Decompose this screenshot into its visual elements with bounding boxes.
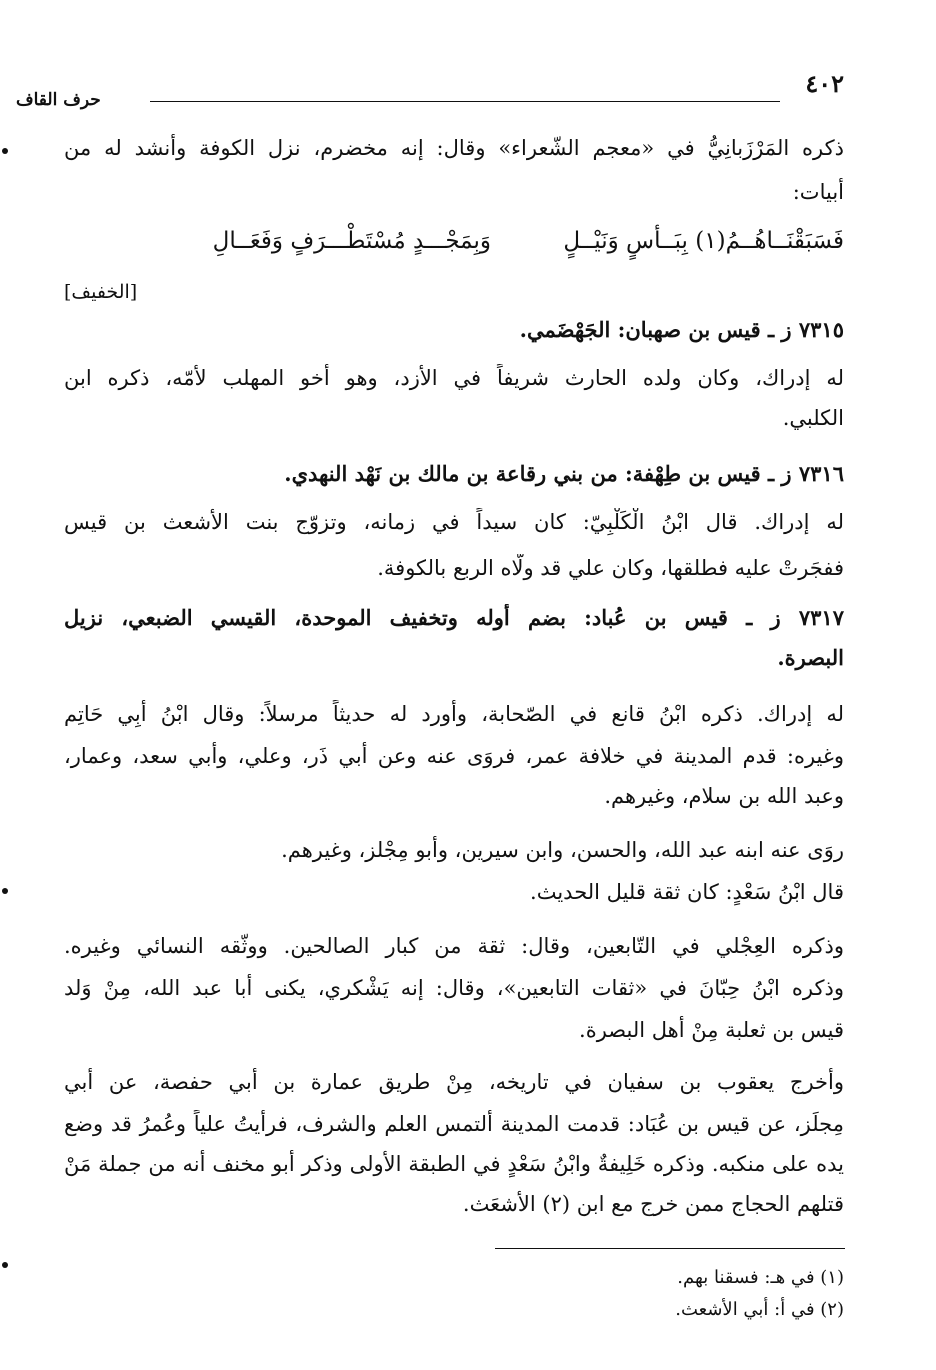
text-line: قال ابْنُ سَعْدٍ: كان ثقة قليل الحديث. xyxy=(530,880,844,904)
footnote-rule xyxy=(495,1248,845,1249)
text-line: ففجَرتْ عليه فطلقها، وكان علي قد ولّاه الربع بالكوفة. xyxy=(377,556,844,580)
text-line: ذكره المَرْزَبانِيُّ في «معجم الشّعراء» وقال: إنه مخضرم، نزل الكوفة وأنشد له من xyxy=(64,136,844,160)
text-line: وغيره: قدم المدينة في خلافة عمر، فروَى عنه وعن أبي ذَر، وعلي، وأبي سعد، وعمار، xyxy=(64,744,844,768)
scan-speck xyxy=(2,888,8,894)
text-line: له إدراك. ذكره ابْنُ قانع في الصّحابة، وأورد له حديثاً مرسلاً: وقال ابْنُ أَبِي حَاتِم xyxy=(64,702,844,726)
text-line: وعبد الله بن سلام، وغيرهم. xyxy=(604,784,844,808)
text-line: قتلهم الحجاج ممن خرج مع ابن (٢) الأشعَث. xyxy=(462,1192,844,1216)
footnote-2: (٢) في أ: أبي الأشعث. xyxy=(675,1299,844,1320)
text-line: له إدراك. قال ابْنُ الْكَلْبِيّ: كان سيداً في زمانه، وتزوّج بنت الأشعث بن قيس xyxy=(64,510,844,534)
text-line: قيس بن ثعلبة مِنْ أهل البصرة. xyxy=(579,1018,844,1042)
scan-speck xyxy=(2,148,8,154)
footnote-1: (١) في هـ: فسقنا بهم. xyxy=(677,1267,844,1288)
text-line: الكلبي. xyxy=(782,406,844,430)
text-line: البصرة. xyxy=(777,645,844,670)
scan-speck xyxy=(2,1262,8,1268)
entry-heading-7315: ٧٣١٥ ز ـ قيس بن صهبان: الجَهْضَمي. xyxy=(519,317,844,342)
header-rule xyxy=(150,101,780,102)
text-line: يده على منكبه. وذكره خَلِيفةٌ وابْنُ سَعْدٍ في الطبقة الأولى وذكر أبو مخنف أنه من جملة مَنْ xyxy=(64,1152,844,1176)
meter-label: [الخفيف] xyxy=(64,281,138,303)
text-line: روَى عنه ابنه عبد الله، والحسن، وابن سيرين، وأبو مِجْلز، وغيرهم. xyxy=(281,838,844,862)
running-title: حرف القاف xyxy=(16,90,101,110)
page-number: ٤٠٢ xyxy=(805,70,844,98)
verse-second-hemistich: وَبِمَجْـــدٍ مُسْتَطْـــرَفٍ وَفَعَــالِ xyxy=(212,228,491,254)
entry-heading-7317: ٧٣١٧ ز ـ قيس بن عُباد: بضم أوله وتخفيف الموحدة، القيسي الضبعي، نزيل xyxy=(64,605,844,630)
text-line: أبيات: xyxy=(792,180,844,204)
text-line: مِجلَز، عن قيس بن عُبَاد: قدمت المدينة ألتمس العلم والشرف، فرأيتُ علياً وعُمرُ قد وضع xyxy=(64,1112,844,1136)
text-line: وأخرج يعقوب بن سفيان في تاريخه، مِنْ طريق عمارة بن أبي حفصة، عن أبي xyxy=(64,1070,844,1094)
text-line: له إدراك، وكان ولده الحارث شريفاً في الأزد، وهو أخو المهلب لأمّه، ذكره ابن xyxy=(64,366,844,390)
verse-first-hemistich: فَسَبَقْنَــاهُــمُ(١) بِبَــأسٍ وَنَيْــلٍ xyxy=(563,228,844,254)
text-line: وذكره العِجْلي في التّابعين، وقال: ثقة من كبار الصالحين. ووثّقه النسائي وغيره. xyxy=(64,934,844,958)
entry-heading-7316: ٧٣١٦ ز ـ قيس بن طِهْفة: من بني رقاعة بن مالك بن نَهْد النهدي. xyxy=(284,461,844,486)
text-line: وذكره ابْنُ حِبّانَ في «ثقات التابعين»، وقال: إنه يَشْكري، يكنى أبا عبد الله، مِنْ وَلد xyxy=(64,976,844,1000)
